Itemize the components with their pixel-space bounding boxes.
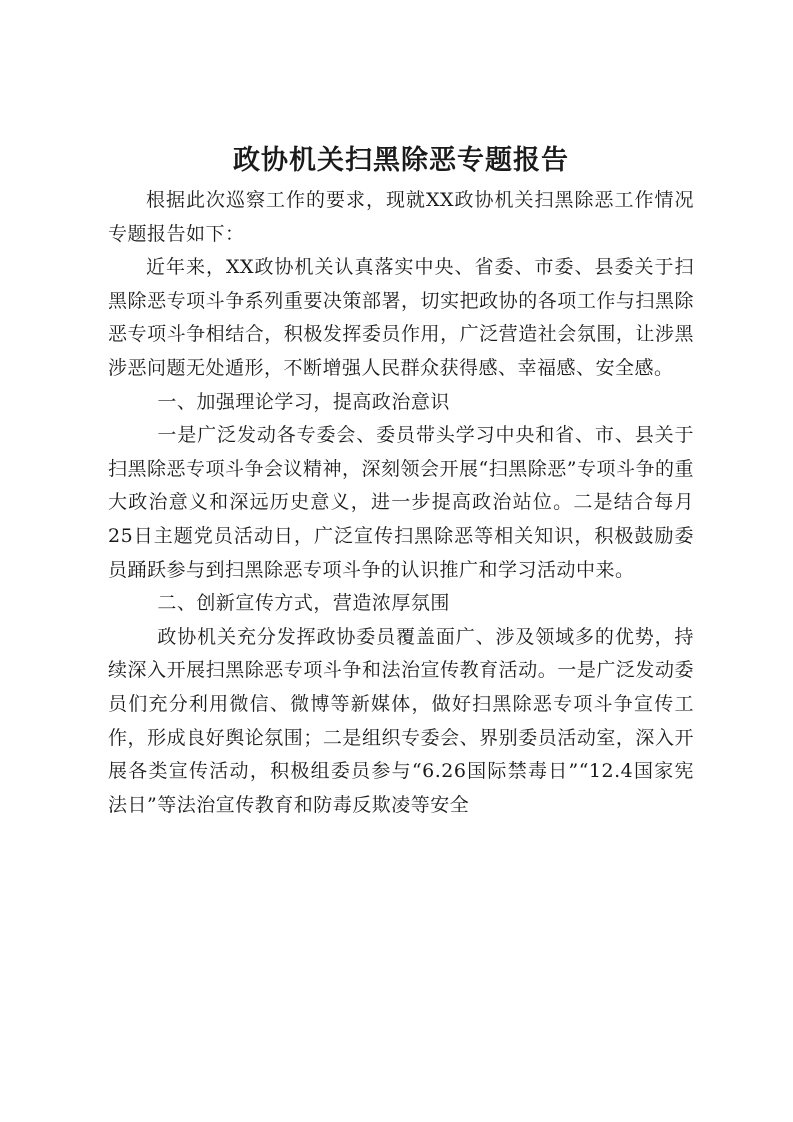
- document-title: 政协机关扫黑除恶专题报告: [233, 145, 569, 176]
- intro-paragraph: 根据此次巡察工作的要求，现就XX政协机关扫黑除恶工作情况专题报告如下：: [108, 189, 694, 245]
- document-body: [108, 140, 694, 822]
- section-heading-2: 二、创新宣传方式，营造浓厚氛围: [157, 592, 450, 615]
- section-1-paragraph: 一是广泛发动各专委会、委员带头学习中央和省、市、县关于扫黑除恶专项斗争会议精神，深刻领会开展“扫黑除恶”专项斗争的重大政治意义和深远历史意义，进一步提高政治站位。二是结合每月25日主题党员活动日，广泛宣传扫黑除恶等相关知识，积极鼓励委员踊跃参与到扫黑除恶专项斗争的认识推广和学习活动中来。: [108, 424, 694, 581]
- section-heading-1: 一、加强理论学习，提高政治意识: [157, 390, 450, 413]
- overview-paragraph: 近年来，XX政协机关认真落实中央、省委、市委、县委关于扫黑除恶专项斗争系列重要决策部署，切实把政协的各项工作与扫黑除恶专项斗争相结合，积极发挥委员作用，广泛营造社会氛围，让涉黑涉恶问题无处遁形，不断增强人民群众获得感、幸福感、安全感。: [108, 256, 694, 379]
- section-2-paragraph: 政协机关充分发挥政协委员覆盖面广、涉及领域多的优势，持续深入开展扫黑除恶专项斗争和法治宣传教育活动。一是广泛发动委员们充分利用微信、微博等新媒体，做好扫黑除恶专项斗争宣传工作，形成良好舆论氛围；二是组织专委会、界别委员活动室，深入开展各类宣传活动，积极组委员参与“6.26国际禁毒日”“12.4国家宪法日”等法治宣传教育和防毒反欺凌等安全: [108, 625, 694, 816]
